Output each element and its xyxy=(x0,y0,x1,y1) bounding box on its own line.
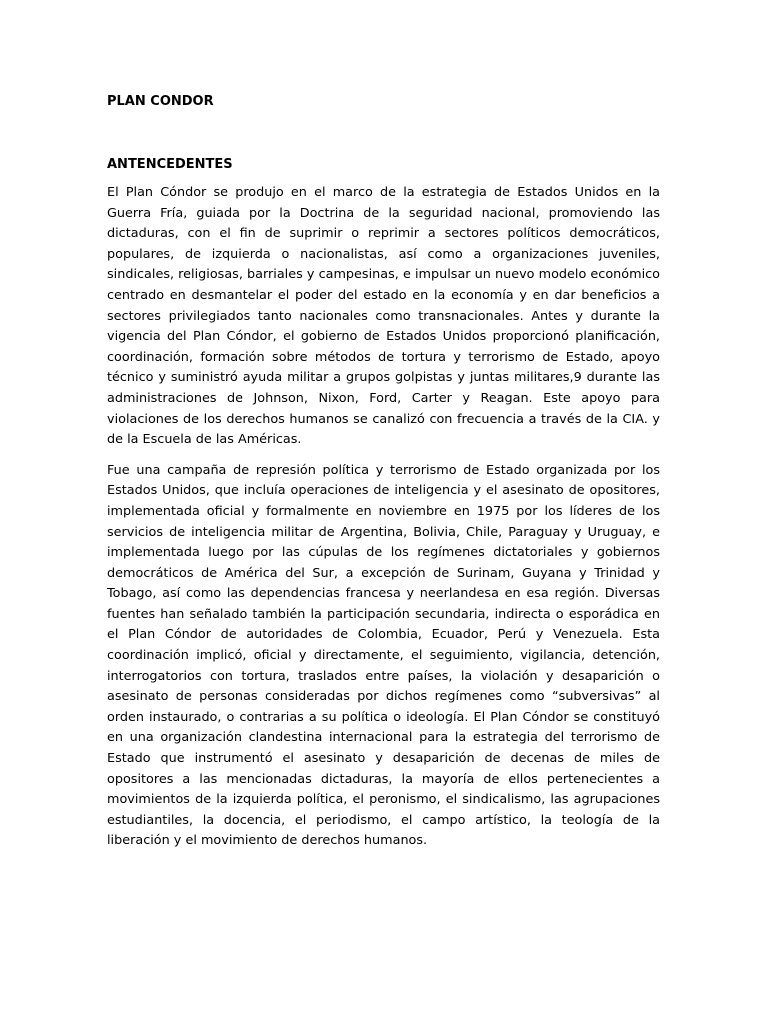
document-body xyxy=(107,92,660,852)
section-heading: ANTENCEDENTES xyxy=(107,157,233,172)
paragraph-1: El Plan Cóndor se produjo en el marco de la estrategia de Estados Unidos en la Guerra Fría, guiada por la Doctrina de la seguridad nacional, promoviendo las dictaduras, con el fin de suprimir o reprimir a sectores políticos democráticos, populares, de izquierda o nacionalistas, así como a organizaciones juveniles, sindicales, religiosas, barriales y campesinas, e impulsar un nuevo modelo económico centrado en desmantelar el poder del estado en la economía y en dar beneficios a sectores privilegiados tanto nacionales como transnacionales. Antes y durante la vigencia del Plan Cóndor, el gobierno de Estados Unidos proporcionó planificación, coordinación, formación sobre métodos de tortura y terrorismo de Estado, apoyo técnico y suministró ayuda militar a grupos golpistas y juntas militares,9 durante las administraciones de Johnson, Nixon, Ford, Carter y Reagan. Este apoyo para violaciones de los derechos humanos se canalizó con frecuencia a través de la CIA. y de la Escuela de las Américas. xyxy=(107,185,660,448)
document-title: PLAN CONDOR xyxy=(107,94,214,109)
paragraph-2: Fue una campaña de represión política y terrorismo de Estado organizada por los Estados Unidos, que incluía operaciones de inteligencia y el asesinato de opositores, implementada oficial y formalmente en noviembre en 1975 por los líderes de los servicios de inteligencia militar de Argentina, Bolivia, Chile, Paraguay y Uruguay, e implementada luego por las cúpulas de los regímenes dictatoriales y gobiernos democráticos de América del Sur, a excepción de Surinam, Guyana y Trinidad y Tobago, así como las dependencias francesa y neerlandesa en esa región. Diversas fuentes han señalado también la participación secundaria, indirecta o esporádica en el Plan Cóndor de autoridades de Colombia, Ecuador, Perú y Venezuela. Esta coordinación implicó, oficial y directamente, el seguimiento, vigilancia, detención, interrogatorios con tortura, traslados entre países, la violación y desaparición o asesinato de personas consideradas por dichos regímenes como “subversivas” al orden instaurado, o contrarias a su política o ideología. El Plan Cóndor se constituyó en una organización clandestina internacional para la estrategia del terrorismo de Estado que instrumentó el asesinato y desaparición de decenas de miles de opositores a las mencionadas dictaduras, la mayoría de ellos pertenecientes a movimientos de la izquierda política, el peronismo, el sindicalismo, las agrupaciones estudiantiles, la docencia, el periodismo, el campo artístico, la teología de la liberación y el movimiento de derechos humanos. xyxy=(107,462,660,849)
